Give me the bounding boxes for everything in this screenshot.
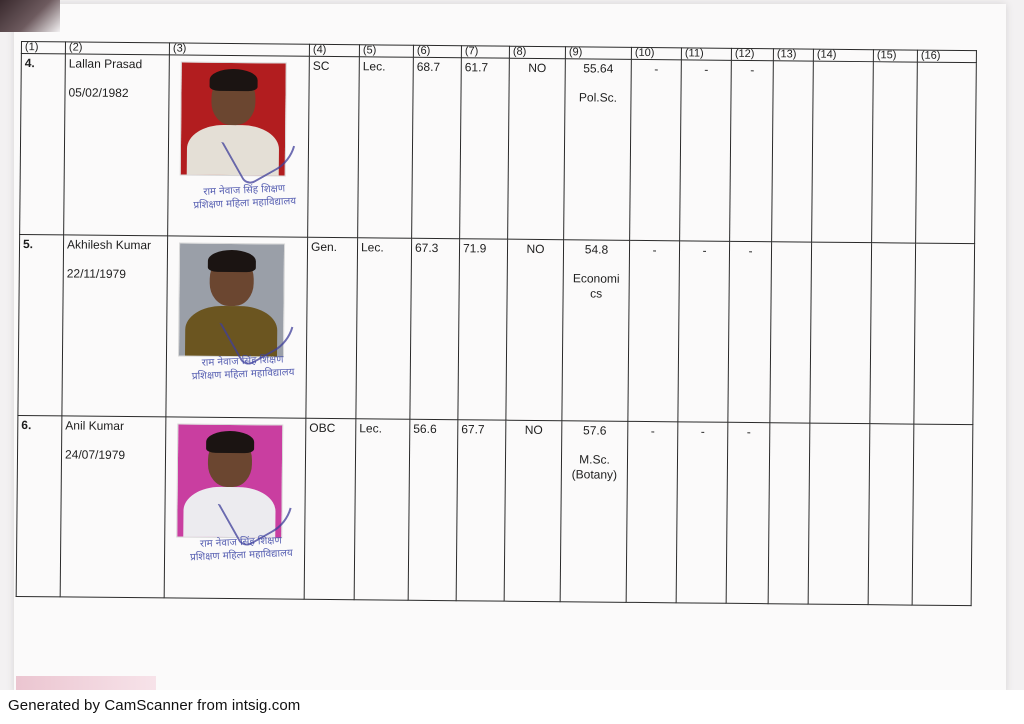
date-of-birth: 22/11/1979	[66, 266, 127, 282]
empty-cell	[914, 243, 975, 425]
table-row	[16, 415, 973, 605]
col-header: (8)	[509, 46, 565, 59]
serial-number: 6.	[16, 415, 62, 596]
institution-stamp	[180, 181, 309, 212]
col9-cell	[560, 421, 628, 603]
col9-subject: Economi cs	[572, 271, 620, 301]
candidate-table	[16, 41, 977, 606]
post: Lec.	[354, 419, 410, 601]
table-row	[18, 234, 975, 424]
photo-cell	[168, 55, 310, 237]
empty-cell	[870, 243, 916, 424]
name-dob-cell	[62, 235, 168, 417]
col-header: (9)	[565, 47, 631, 60]
scanner-watermark: Generated by CamScanner from intsig.com	[8, 697, 301, 714]
col-header: (14)	[813, 49, 873, 62]
scan-corner-shadow	[0, 0, 60, 32]
col9-cell	[562, 240, 630, 422]
stamp-line: राम नेवाज सिंह शिक्षण	[201, 354, 284, 369]
col12-value: -	[726, 422, 770, 603]
col-header: (16)	[917, 50, 976, 63]
col-header: (4)	[309, 44, 359, 56]
post: Lec.	[356, 238, 412, 420]
col-header: (3)	[169, 43, 309, 56]
col9-cell	[564, 59, 632, 241]
photo-cell	[164, 417, 306, 599]
photo-hair	[206, 431, 254, 453]
serial-number: 4.	[20, 54, 66, 235]
category: Gen.	[306, 237, 358, 418]
photo-cell	[166, 236, 308, 418]
empty-cell	[770, 242, 812, 423]
col-header: (12)	[731, 48, 773, 60]
col11-value: -	[676, 422, 728, 603]
col10-value: -	[630, 59, 682, 240]
col8-value: NO	[506, 239, 564, 421]
empty-cell	[810, 242, 872, 424]
col-header: (2)	[65, 42, 169, 55]
col-header: (10)	[631, 47, 681, 59]
col7-value: 67.7	[456, 420, 506, 601]
empty-cell	[916, 62, 977, 244]
date-of-birth: 24/07/1979	[64, 447, 126, 463]
category: OBC	[304, 418, 356, 599]
col12-value: -	[728, 241, 772, 422]
col11-value: -	[678, 241, 730, 422]
stamp-line: राम नेवाज सिंह शिक्षण	[203, 183, 286, 198]
empty-cell	[768, 423, 810, 604]
col8-value: NO	[508, 58, 566, 240]
col9-subject: Pol.Sc.	[578, 90, 618, 105]
col-header: (7)	[461, 46, 509, 58]
col12-value: -	[730, 60, 774, 241]
col-header: (1)	[21, 42, 65, 54]
col9-value: 54.8	[584, 242, 609, 257]
name-dob-cell	[60, 416, 166, 598]
institution-stamp	[178, 352, 307, 383]
col6-value: 67.3	[410, 238, 460, 419]
col8-value: NO	[504, 420, 562, 602]
empty-cell	[872, 62, 918, 243]
col-header: (15)	[873, 50, 917, 62]
name-dob-cell	[64, 54, 170, 236]
col10-value: -	[626, 421, 678, 602]
stamp-line: प्रशिक्षण महिला महाविद्यालय	[191, 366, 295, 383]
empty-cell	[808, 423, 870, 605]
post: Lec.	[358, 57, 414, 239]
empty-cell	[868, 424, 914, 605]
stamp-line: राम नेवाज सिंह शिक्षण	[199, 535, 282, 550]
institution-stamp	[177, 533, 306, 564]
candidate-name: Anil Kumar	[65, 418, 125, 434]
col9-value: 57.6	[583, 423, 607, 438]
date-of-birth: 05/02/1982	[68, 85, 129, 101]
col6-value: 56.6	[408, 419, 458, 600]
col11-value: -	[680, 60, 732, 241]
stamp-line: प्रशिक्षण महिला महाविद्यालय	[189, 547, 293, 564]
col-header: (5)	[359, 45, 413, 58]
stamp-line: प्रशिक्षण महिला महाविद्यालय	[193, 195, 297, 212]
col-header: (13)	[773, 49, 813, 61]
serial-number: 5.	[18, 234, 64, 415]
table-row	[20, 54, 977, 244]
col9-value: 55.64	[583, 61, 614, 76]
photo-hair	[210, 69, 258, 91]
empty-cell	[812, 61, 874, 243]
empty-cell	[912, 424, 973, 606]
col10-value: -	[628, 240, 680, 421]
col-header: (11)	[681, 48, 731, 60]
col7-value: 61.7	[460, 58, 510, 239]
photo-hair	[208, 250, 256, 272]
col9-subject: M.Sc. (Botany)	[571, 452, 618, 482]
category: SC	[308, 56, 360, 237]
col-header: (6)	[413, 45, 461, 57]
col7-value: 71.9	[458, 239, 508, 420]
candidate-name: Akhilesh Kumar	[66, 237, 152, 253]
candidate-name: Lallan Prasad	[68, 56, 143, 72]
empty-cell	[772, 61, 814, 242]
col6-value: 68.7	[412, 57, 462, 238]
